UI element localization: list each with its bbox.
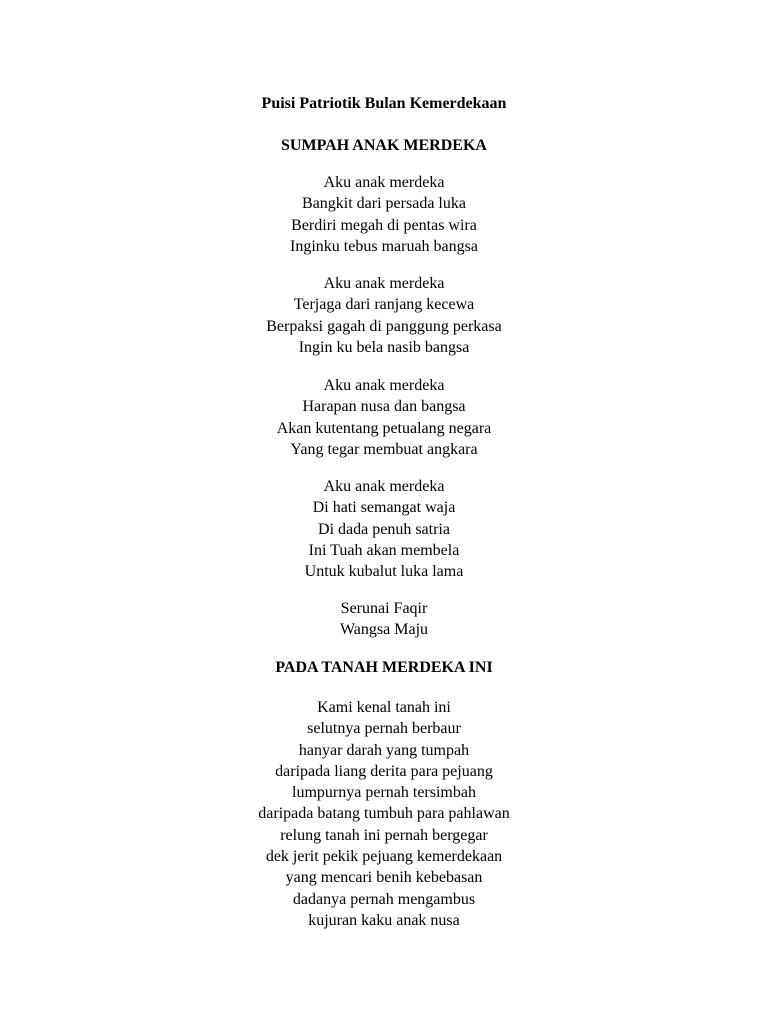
poem-line: yang mencari benih kebebasan: [285, 869, 483, 887]
poem-line: Di dada penuh satria: [318, 520, 450, 538]
poem-line: Aku anak merdeka: [323, 275, 445, 292]
poem-1-author: [0, 598, 768, 641]
poem-line: Inginku tebus maruah bangsa: [290, 237, 478, 255]
poem-line: selutnya pernah berbaur: [307, 720, 461, 738]
poem-line: Aku anak merdeka: [323, 478, 445, 495]
poem-heading-pada-tanah-merdeka-ini: PADA TANAH MERDEKA INI: [275, 659, 493, 676]
poem-heading-sumpah-anak-merdeka: SUMPAH ANAK MERDEKA: [281, 137, 487, 154]
poem-line: dek jerit pekik pejuang kemerdekaan: [265, 848, 503, 866]
poem-line: daripada liang derita para pejuang: [275, 762, 493, 780]
poem-line: hanyar darah yang tumpah: [298, 741, 470, 759]
poem-1-stanza-2: [0, 273, 768, 358]
poem-1-stanza-3: [0, 375, 768, 460]
author-name: Serunai Faqir: [340, 600, 428, 617]
poem-line: Harapan nusa dan bangsa: [302, 398, 466, 416]
poem-line: kujuran kaku anak nusa: [308, 911, 460, 929]
poem-line: Berpaksi gagah di panggung perkasa: [266, 317, 502, 335]
poem-line: Terjaga dari ranjang kecewa: [293, 296, 475, 314]
poem-line: Ingin ku bela nasib bangsa: [298, 338, 470, 356]
poem-line: Aku anak merdeka: [323, 377, 445, 394]
poem-line: Aku anak merdeka: [323, 174, 445, 191]
author-place: Wangsa Maju: [339, 621, 429, 639]
poem-line: daripada batang tumbuh para pahlawan: [258, 805, 510, 823]
poem-line: Berdiri megah di pentas wira: [291, 216, 477, 234]
poem-1-stanza-4: [0, 476, 768, 582]
poem-line: Akan kutentang petualang negara: [276, 419, 492, 437]
poem-2-stanza-1: [0, 697, 768, 931]
poem-line: Di hati semangat waja: [312, 499, 456, 517]
poem-1-stanza-1: [0, 172, 768, 257]
poem-line: relung tanah ini pernah bergegar: [280, 826, 488, 844]
poem-line: Ini Tuah akan membela: [308, 541, 460, 559]
poem-line: Kami kenal tanah ini: [317, 699, 451, 716]
poem-line: Untuk kubalut luka lama: [304, 563, 464, 581]
poem-line: Yang tegar membuat angkara: [290, 440, 478, 458]
document-title: Puisi Patriotik Bulan Kemerdekaan: [261, 95, 507, 112]
poem-line: Bangkit dari persada luka: [302, 195, 466, 213]
poem-line: lumpurnya pernah tersimbah: [292, 784, 476, 802]
poem-line: dadanya pernah mengambus: [292, 890, 476, 908]
